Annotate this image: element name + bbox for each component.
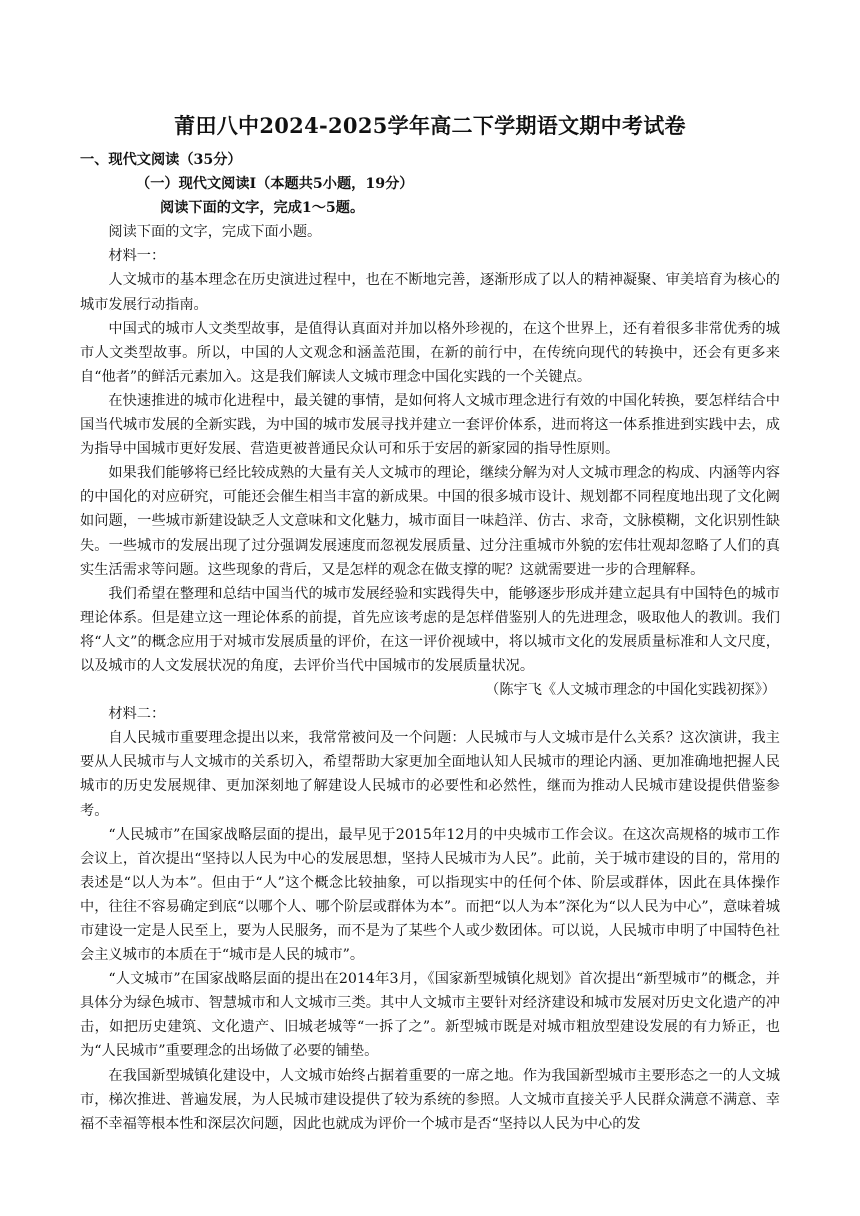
instruction-plain: 阅读下面的文字，完成下面小题。 bbox=[108, 224, 322, 241]
exam-title: 莆田八中2024-2025学年高二下学期语文期中考试卷 bbox=[174, 113, 686, 138]
material1-paragraph: 在快速推进的城市化进程中，最关键的事情，是如何将人文城市理念进行有效的中国化转换，要怎样结合中国当代城市发展的全新实践，为中国的城市发展寻找并建立一套评价体系，进而将这一体系推进到实践中去，成为指导中国城市更好发展、营造更被普通民众认可和乐于安居的新家园的指导性原则。 bbox=[80, 392, 780, 458]
material2-paragraph: “人民城市”在国家战略层面的提出，最早见于2015年12月的中央城市工作会议。在这次高规格的城市工作会议上，首次提出“坚持以人民为中心的发展思想，坚持人民城市为人民”。此前，关于城市建设的目的，常用的表述是“以人为本”。但由于“人”这个概念比较抽象，可以指现实中的任何个体、阶层或群体，因此在具体操作中，往往不容易确定到底“以哪个人、哪个阶层或群体为本”。而把“以人为本”深化为“以人民为中心”，意味着城市建设一定是人民至上，要为人民服务，而不是为了某些个人或少数团体。可以说，人民城市申明了中国特色社会主义城市的本质在于“城市是人民的城市”。 bbox=[80, 826, 780, 964]
exam-content bbox=[80, 148, 780, 1136]
material1-paragraph: 人文城市的基本理念在历史演进过程中，也在不断地完善，逐渐形成了以人的精神凝聚、审美培育为核心的城市发展行动指南。 bbox=[80, 272, 780, 313]
instruction-bold: 阅读下面的文字，完成1～5题。 bbox=[160, 200, 365, 217]
material1-paragraph: 我们希望在整理和总结中国当代的城市发展经验和实践得失中，能够逐步形成并建立起具有中国特色的城市理论体系。但是建立这一理论体系的前提，首先应该考虑的是怎样借鉴别人的先进理念，吸取他人的教训。我们将“人文”的概念应用于对城市发展质量的评价，在这一评价视域中，将以城市文化的发展质量标准和人文尺度，以及城市的人文发展状况的角度，去评价当代中国城市的发展质量状况。 bbox=[80, 585, 780, 674]
subsection-heading: （一）现代文阅读Ⅰ（本题共5小题，19分） bbox=[136, 176, 414, 193]
material2-paragraph: 在我国新型城镇化建设中，人文城市始终占据着重要的一席之地。作为我国新型城市主要形态之一的人文城市，梯次推进、普遍发展，为人民城市建设提供了较为系统的参照。人文城市直接关乎人民群众满意不满意、幸福不幸福等根本性和深层次问题，因此也就成为评价一个城市是否“坚持以人民为中心的发 bbox=[80, 1067, 780, 1132]
material2-label: 材料二： bbox=[108, 706, 166, 723]
material2-paragraph: “人文城市”在国家战略层面的提出在2014年3月，《国家新型城镇化规划》首次提出“新型城市”的概念，并具体分为绿色城市、智慧城市和人文城市三类。其中人文城市主要针对经济建设和城市发展对历史文化遗产的冲击，如把历史建筑、文化遗产、旧城老城等“一拆了之”。新型城市既是对城市粗放型建设发展的有力矫正，也为“人民城市”重要理念的出场做了必要的铺垫。 bbox=[80, 971, 780, 1060]
material1-paragraph: 中国式的城市人文类型故事，是值得认真面对并加以格外珍视的，在这个世界上，还有着很多非常优秀的城市人文类型故事。所以，中国的人文观念和涵盖范围，在新的前行中，在传统向现代的转换中，还会有更多来自“他者”的鲜活元素加入。这是我们解读人文城市理念中国化实践的一个关键点。 bbox=[80, 320, 780, 385]
material1-label: 材料一： bbox=[108, 248, 166, 265]
material1-paragraph: 如果我们能够将已经比较成熟的大量有关人文城市的理论，继续分解为对人文城市理念的构成、内涵等内容的中国化的对应研究，可能还会催生相当丰富的新成果。中国的很多城市设计、规划都不同程度地出现了文化阙如问题，一些城市新建设缺乏人文意味和文化魅力，城市面目一味趋洋、仿古、求奇，文脉模糊，文化识别性缺失。一些城市的发展出现了过分强调发展速度而忽视发展质量、过分注重城市外貌的宏伟壮观却忽略了人们的真实生活需求等问题。这些现象的背后，又是怎样的观念在做支撑的呢？这就需要进一步的合理解释。 bbox=[80, 465, 780, 578]
material2-paragraph: 自人民城市重要理念提出以来，我常常被问及一个问题：人民城市与人文城市是什么关系？这次演讲，我主要从人民城市与人文城市的关系切入，希望帮助大家更加全面地认知人民城市的理论内涵、更加准确地把握人民城市的历史发展规律、更加深刻地了解建设人民城市的必要性和必然性，继而为推动人民城市建设提供借鉴参考。 bbox=[80, 730, 780, 819]
material1-source: （陈宇飞《人文城市理念的中国化实践初探》） bbox=[485, 682, 776, 699]
section-heading: 一、现代文阅读（35分） bbox=[80, 152, 242, 168]
